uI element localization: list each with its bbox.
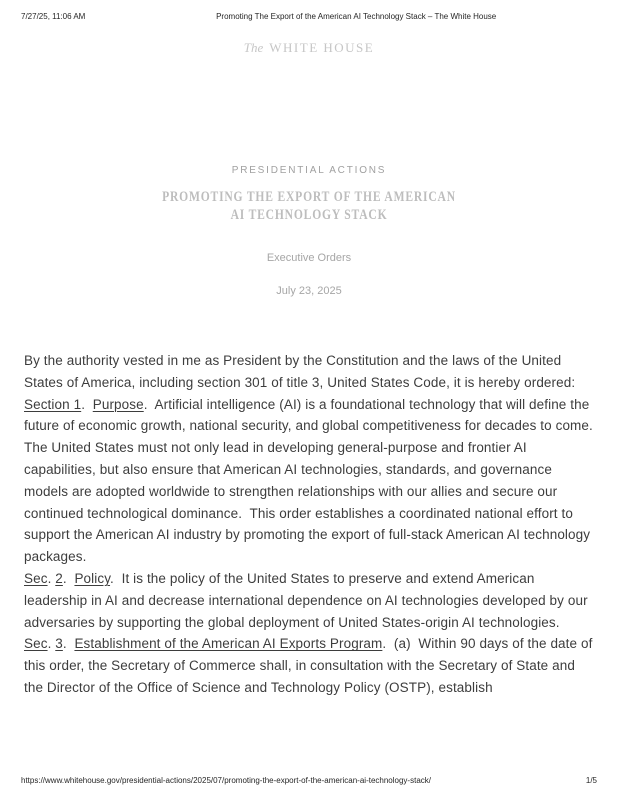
article-title: [62, 189, 556, 224]
footer-url: https://www.whitehouse.gov/presidential-actions/2025/07/promoting-the-export-of-the-american-ai-technology-stack/: [21, 776, 431, 785]
text-segment: By the authority vested in me as President by the Constitution and the laws of the United States of America, including section 301 of title 3, United States Code, it is hereby ordered:: [24, 353, 576, 390]
article-category: Executive Orders: [266, 252, 352, 264]
underlined-term: Purpose: [92, 396, 144, 412]
white-house-logo: [0, 40, 618, 56]
paragraph: [24, 394, 601, 568]
footer-page-number: 1/5: [585, 776, 597, 785]
print-document-title: Promoting The Export of the American AI Technology Stack – The White House: [216, 12, 497, 21]
text-segment: .: [62, 636, 75, 652]
underlined-term: Establishment of the American AI Exports Program: [74, 636, 383, 652]
text-segment: . (a) Within 90 days of the date of this order, the Secretary of Commerce shall, in consultation with the Secretary of State and the Director of the Office of Science and Technology Policy (OSTP), establish: [24, 636, 597, 695]
presidential-actions-label: PRESIDENTIAL ACTIONS: [231, 165, 387, 176]
underlined-term: Sec: [24, 636, 48, 652]
logo-the: The: [243, 40, 264, 55]
text-segment: .: [81, 396, 93, 412]
paragraph: [24, 568, 596, 633]
text-segment: . Artificial intelligence (AI) is a foundational technology that will define the future of economic growth, national security, and global competitiveness for decades to come. The United States must not only lead in developing general-purpose and frontier AI capabilities, but also ensure that American AI technologies, standards, and governance models are adopted worldwide to strengthen relationships with our allies and secure our continued technological dominance. This order establishes a coordinated national effort to support the American AI industry by promoting the export of full-stack American AI technology packages.: [24, 396, 601, 565]
logo-wordmark: WHITE HOUSE: [269, 40, 375, 55]
article-date: July 23, 2025: [276, 285, 342, 297]
print-footer: [21, 776, 597, 785]
underlined-term: Section 1: [24, 396, 82, 412]
text-segment: .: [62, 570, 75, 586]
article-title-line: PROMOTING THE EXPORT OF THE AMERICAN: [162, 189, 456, 205]
text-segment: . It is the policy of the United States to preserve and extend American leadership in AI and decrease international dependence on AI technologies developed by our adversaries by supporting the global deployment of United States-origin AI technologies.: [24, 570, 592, 630]
underlined-term: Policy: [74, 570, 111, 586]
underlined-term: Sec: [24, 570, 48, 586]
print-header: [21, 12, 597, 21]
text-segment: .: [47, 636, 56, 652]
text-segment: .: [47, 570, 56, 586]
paragraph: [24, 633, 596, 698]
article-title-line: AI TECHNOLOGY STACK: [230, 206, 388, 223]
article-body: [24, 350, 601, 699]
underlined-term: 3: [55, 636, 63, 652]
paragraph: [24, 350, 596, 394]
underlined-term: 2: [55, 570, 63, 586]
print-datetime: 7/27/25, 11:06 AM: [21, 12, 86, 21]
